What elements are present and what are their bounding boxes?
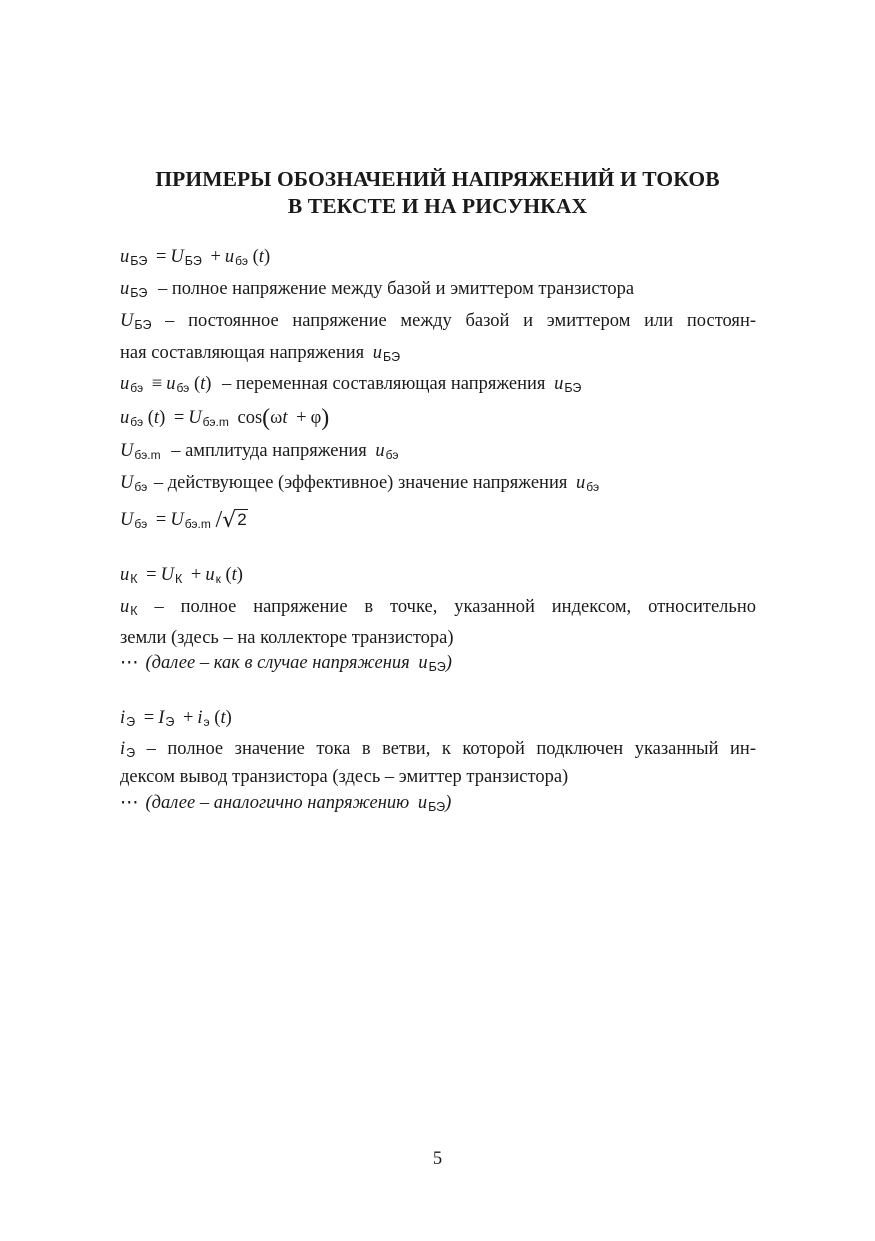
page-number: 5 [432, 1149, 443, 1169]
definition-ube: uБЭ – полное напряжение между базой и эмиттером транзистора [120, 279, 635, 300]
formula-ube-cos: uбэ (t) = Uбэ.m cos(ωt + φ) [120, 405, 330, 431]
definition-UBE-cont: ная составляющая напряжения uБЭ [120, 343, 401, 364]
definition-ube-rms: Uбэ – действующее (эффективное) значение напряжения uбэ [120, 473, 600, 494]
definition-ie-cont: дексом вывод транзистора (здесь – эмиттер транзистора) [120, 767, 569, 787]
title-line-2: В ТЕКСТЕ И НА РИСУНКАХ [287, 194, 588, 218]
title-line-1: ПРИМЕРЫ ОБОЗНАЧЕНИЙ НАПРЯЖЕНИЙ И ТОКОВ [155, 167, 720, 191]
formula-ube-total: uБЭ = UБЭ + uбэ (t) [120, 247, 271, 268]
definition-ubem: Uбэ.m – амплитуда напряжения uбэ [120, 441, 399, 462]
formula-uk-total: uК = UК + uк (t) [120, 565, 243, 586]
page-title [90, 166, 785, 220]
formula-ie-total: iЭ = IЭ + iэ (t) [120, 708, 232, 729]
note-ie: ⋯ (далее – аналогично напряжению uБЭ) [120, 793, 452, 814]
note-uk: ⋯ (далее – как в случае напряжения uБЭ) [120, 653, 452, 674]
formula-rms: Uбэ = Uбэ.m /√2 [120, 507, 247, 533]
definition-UBE: UБЭ – постоянное напряжение между базой и эмиттером или постоян- [120, 311, 756, 332]
definition-uk: uК – полное напряжение в точке, указанной индексом, относительно [120, 597, 757, 618]
definition-ube-ac: uбэ ≡ uбэ (t) – переменная составляющая напряжения uБЭ [120, 374, 582, 395]
definition-uk-cont: земли (здесь – на коллекторе транзистора) [120, 628, 454, 648]
definition-ie: iЭ – полное значение тока в ветви, к которой подключен указанный ин- [120, 739, 756, 760]
